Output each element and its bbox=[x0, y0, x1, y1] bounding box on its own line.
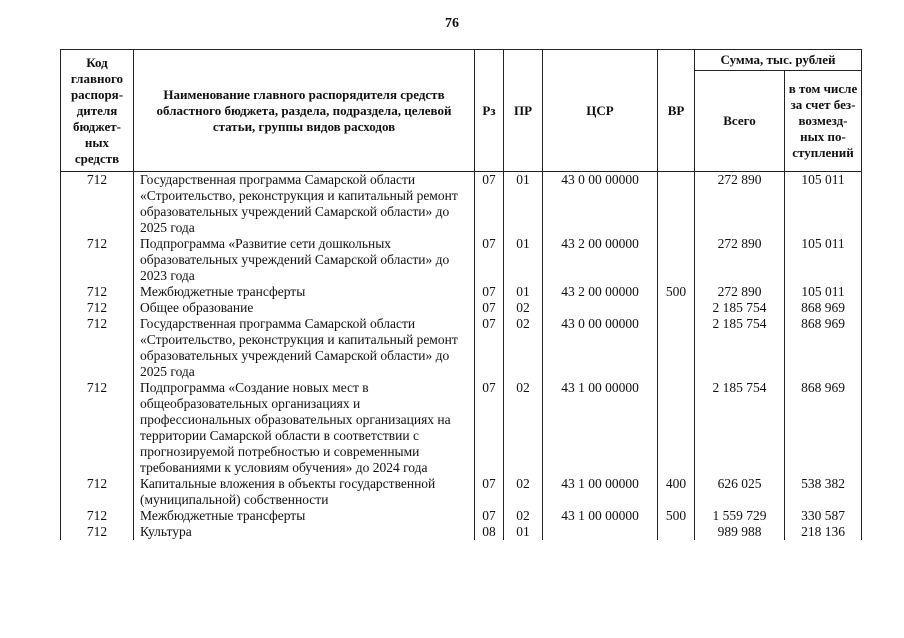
cell-code: 712 bbox=[61, 172, 134, 237]
cell-free: 538 382 bbox=[785, 476, 862, 508]
cell-total: 2 185 754 bbox=[695, 300, 785, 316]
table-row bbox=[61, 476, 862, 508]
cell-rz: 07 bbox=[475, 284, 504, 300]
table-row bbox=[61, 524, 862, 540]
cell-total: 272 890 bbox=[695, 284, 785, 300]
cell-vr: 400 bbox=[658, 476, 695, 508]
cell-vr bbox=[658, 300, 695, 316]
header-code: Код главного распоря-дителя бюджет-ных средств bbox=[61, 50, 134, 172]
cell-csr: 43 1 00 00000 bbox=[543, 476, 658, 508]
cell-free: 868 969 bbox=[785, 300, 862, 316]
cell-csr: 43 0 00 00000 bbox=[543, 316, 658, 380]
cell-pr: 02 bbox=[504, 508, 543, 524]
cell-code: 712 bbox=[61, 284, 134, 300]
cell-vr bbox=[658, 236, 695, 284]
table-row bbox=[61, 300, 862, 316]
cell-code: 712 bbox=[61, 236, 134, 284]
cell-code: 712 bbox=[61, 508, 134, 524]
cell-csr: 43 1 00 00000 bbox=[543, 508, 658, 524]
header-pr: ПР bbox=[504, 50, 543, 172]
cell-free: 105 011 bbox=[785, 236, 862, 284]
header-total: Всего bbox=[695, 71, 785, 172]
table-row bbox=[61, 284, 862, 300]
cell-total: 272 890 bbox=[695, 172, 785, 237]
cell-code: 712 bbox=[61, 524, 134, 540]
cell-vr: 500 bbox=[658, 508, 695, 524]
cell-vr bbox=[658, 380, 695, 476]
header-rz: Рз bbox=[475, 50, 504, 172]
cell-code: 712 bbox=[61, 316, 134, 380]
cell-csr: 43 2 00 00000 bbox=[543, 284, 658, 300]
cell-free: 868 969 bbox=[785, 380, 862, 476]
cell-code: 712 bbox=[61, 300, 134, 316]
cell-total: 1 559 729 bbox=[695, 508, 785, 524]
cell-total: 2 185 754 bbox=[695, 316, 785, 380]
cell-pr: 01 bbox=[504, 236, 543, 284]
cell-csr bbox=[543, 300, 658, 316]
cell-total: 272 890 bbox=[695, 236, 785, 284]
cell-pr: 02 bbox=[504, 300, 543, 316]
header-vr: ВР bbox=[658, 50, 695, 172]
header-name: Наименование главного распорядителя средств областного бюджета, раздела, подраздела, целевой статьи, группы видов расходов bbox=[134, 50, 475, 172]
table-row bbox=[61, 508, 862, 524]
cell-free: 105 011 bbox=[785, 284, 862, 300]
cell-rz: 07 bbox=[475, 316, 504, 380]
cell-name: Государственная программа Самарской области «Строительство, реконструкция и капитальный ремонт образовательных учреждений Самарской области» до 2025 года bbox=[134, 172, 475, 237]
cell-total: 626 025 bbox=[695, 476, 785, 508]
cell-csr: 43 2 00 00000 bbox=[543, 236, 658, 284]
header-sum-group: Сумма, тыс. рублей bbox=[695, 50, 862, 71]
cell-rz: 07 bbox=[475, 300, 504, 316]
cell-csr bbox=[543, 524, 658, 540]
page-number: 76 bbox=[445, 16, 459, 31]
cell-name: Межбюджетные трансферты bbox=[134, 284, 475, 300]
cell-rz: 07 bbox=[475, 172, 504, 237]
cell-rz: 07 bbox=[475, 476, 504, 508]
cell-rz: 08 bbox=[475, 524, 504, 540]
cell-total: 2 185 754 bbox=[695, 380, 785, 476]
cell-rz: 07 bbox=[475, 236, 504, 284]
cell-rz: 07 bbox=[475, 380, 504, 476]
cell-free: 218 136 bbox=[785, 524, 862, 540]
cell-name: Подпрограмма «Создание новых мест в общеобразовательных организациях и профессиональных образовательных организациях на территории Самарской области в соответствии с прогнозируемой потребностью и современными требованиями к условиям обучения» до 2024 года bbox=[134, 380, 475, 476]
cell-name: Межбюджетные трансферты bbox=[134, 508, 475, 524]
cell-pr: 02 bbox=[504, 316, 543, 380]
budget-table bbox=[60, 49, 862, 540]
cell-pr: 01 bbox=[504, 524, 543, 540]
cell-free: 868 969 bbox=[785, 316, 862, 380]
cell-csr: 43 0 00 00000 bbox=[543, 172, 658, 237]
table-row bbox=[61, 236, 862, 284]
cell-vr bbox=[658, 524, 695, 540]
cell-name: Общее образование bbox=[134, 300, 475, 316]
cell-code: 712 bbox=[61, 476, 134, 508]
cell-code: 712 bbox=[61, 380, 134, 476]
header-csr: ЦСР bbox=[543, 50, 658, 172]
cell-free: 105 011 bbox=[785, 172, 862, 237]
cell-name: Культура bbox=[134, 524, 475, 540]
cell-vr bbox=[658, 316, 695, 380]
cell-pr: 01 bbox=[504, 284, 543, 300]
cell-name: Капитальные вложения в объекты государственной (муниципальной) собственности bbox=[134, 476, 475, 508]
table-row bbox=[61, 172, 862, 237]
cell-vr: 500 bbox=[658, 284, 695, 300]
cell-vr bbox=[658, 172, 695, 237]
table-row bbox=[61, 316, 862, 380]
cell-free: 330 587 bbox=[785, 508, 862, 524]
cell-pr: 02 bbox=[504, 380, 543, 476]
header-free: в том числе за счет без-возмезд-ных по-ступлений bbox=[785, 71, 862, 172]
cell-name: Государственная программа Самарской области «Строительство, реконструкция и капитальный ремонт образовательных учреждений Самарской области» до 2025 года bbox=[134, 316, 475, 380]
table-row bbox=[61, 380, 862, 476]
cell-rz: 07 bbox=[475, 508, 504, 524]
cell-pr: 02 bbox=[504, 476, 543, 508]
cell-csr: 43 1 00 00000 bbox=[543, 380, 658, 476]
cell-total: 989 988 bbox=[695, 524, 785, 540]
cell-name: Подпрограмма «Развитие сети дошкольных образовательных учреждений Самарской области» до 2023 года bbox=[134, 236, 475, 284]
cell-pr: 01 bbox=[504, 172, 543, 237]
